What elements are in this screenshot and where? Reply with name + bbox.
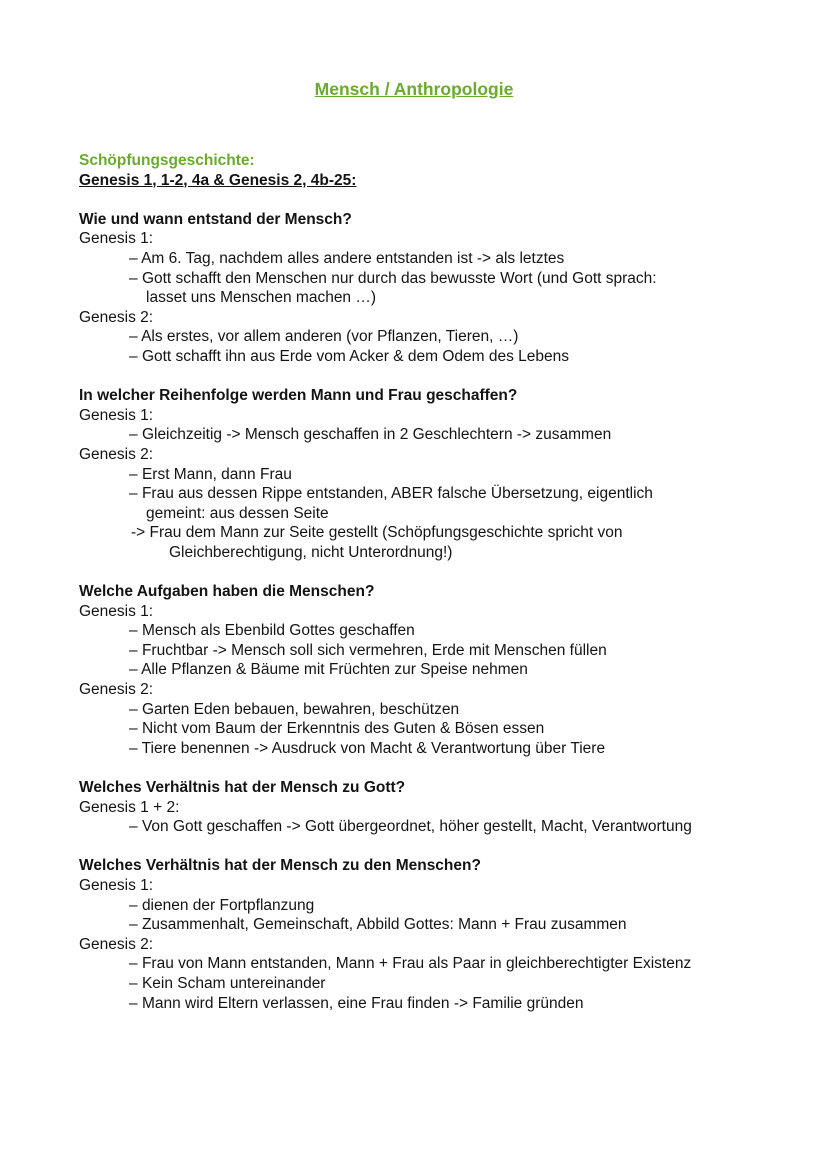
list-item: – Kein Scham untereinander (129, 974, 779, 994)
bible-reference: Genesis 1, 1-2, 4a & Genesis 2, 4b-25: (79, 171, 357, 189)
list-item: – Garten Eden bebauen, bewahren, beschützen (129, 700, 779, 720)
list-item: – Alle Pflanzen & Bäume mit Früchten zur Speise nehmen (129, 660, 779, 680)
question-heading: Welches Verhältnis hat der Mensch zu den Menschen? (79, 857, 481, 875)
arrow-note: -> Frau dem Mann zur Seite gestellt (Schöpfungsgeschichte spricht von (131, 524, 623, 542)
document-body (79, 151, 779, 1013)
list-item: – Von Gott geschaffen -> Gott übergeordnet, höher gestellt, Macht, Verantwortung (129, 817, 779, 837)
list-item: – Gott schafft den Menschen nur durch das bewusste Wort (und Gott sprach: (129, 269, 779, 289)
answer-list (79, 327, 779, 366)
question-heading: Wie und wann entstand der Mensch? (79, 210, 352, 228)
answer-list (79, 249, 779, 288)
answer-list (79, 621, 779, 680)
answer-list (79, 896, 779, 935)
answer-list (79, 465, 779, 504)
genesis-label: Genesis 2: (79, 308, 154, 326)
list-item: – Gott schafft ihn aus Erde vom Acker & dem Odem des Lebens (129, 347, 779, 367)
list-item: – Frau von Mann entstanden, Mann + Frau als Paar in gleichberechtigter Existenz (129, 954, 779, 974)
answer-list (79, 700, 779, 759)
genesis-label: Genesis 1: (79, 230, 154, 248)
list-item: – Gleichzeitig -> Mensch geschaffen in 2 Geschlechtern -> zusammen (129, 425, 779, 445)
list-item: – Als erstes, vor allem anderen (vor Pflanzen, Tieren, …) (129, 327, 779, 347)
arrow-note-continuation: Gleichberechtigung, nicht Unterordnung!) (169, 543, 453, 561)
genesis-label: Genesis 2: (79, 681, 154, 699)
question-heading: In welcher Reihenfolge werden Mann und Frau geschaffen? (79, 387, 518, 405)
answer-list (79, 954, 779, 1013)
list-item: – dienen der Fortpflanzung (129, 896, 779, 916)
list-item-continuation: lasset uns Menschen machen …) (146, 289, 377, 307)
question-heading: Welche Aufgaben haben die Menschen? (79, 583, 375, 601)
genesis-label: Genesis 2: (79, 445, 154, 463)
question-heading: Welches Verhältnis hat der Mensch zu Gott? (79, 779, 406, 796)
list-item: – Nicht vom Baum der Erkenntnis des Guten & Bösen essen (129, 719, 779, 739)
list-item: – Erst Mann, dann Frau (129, 465, 779, 485)
list-item: – Am 6. Tag, nachdem alles andere entstanden ist -> als letztes (129, 249, 779, 269)
genesis-label: Genesis 1: (79, 406, 154, 424)
list-item: – Mensch als Ebenbild Gottes geschaffen (129, 621, 779, 641)
list-item: – Frau aus dessen Rippe entstanden, ABER falsche Übersetzung, eigentlich (129, 484, 779, 504)
list-item: – Zusammenhalt, Gemeinschaft, Abbild Gottes: Mann + Frau zusammen (129, 915, 779, 935)
section-subtitle: Schöpfungsgeschichte: (79, 152, 255, 169)
genesis-label: Genesis 1: (79, 876, 154, 894)
list-item-continuation: gemeint: aus dessen Seite (146, 504, 329, 522)
genesis-label: Genesis 1 + 2: (79, 798, 180, 816)
page-title: Mensch / Anthropologie (314, 79, 514, 99)
list-item: – Mann wird Eltern verlassen, eine Frau finden -> Familie gründen (129, 994, 779, 1014)
genesis-label: Genesis 2: (79, 935, 154, 953)
genesis-label: Genesis 1: (79, 602, 154, 620)
list-item: – Tiere benennen -> Ausdruck von Macht & Verantwortung über Tiere (129, 739, 779, 759)
answer-list (79, 817, 779, 837)
list-item: – Fruchtbar -> Mensch soll sich vermehren, Erde mit Menschen füllen (129, 641, 779, 661)
answer-list (79, 425, 779, 445)
